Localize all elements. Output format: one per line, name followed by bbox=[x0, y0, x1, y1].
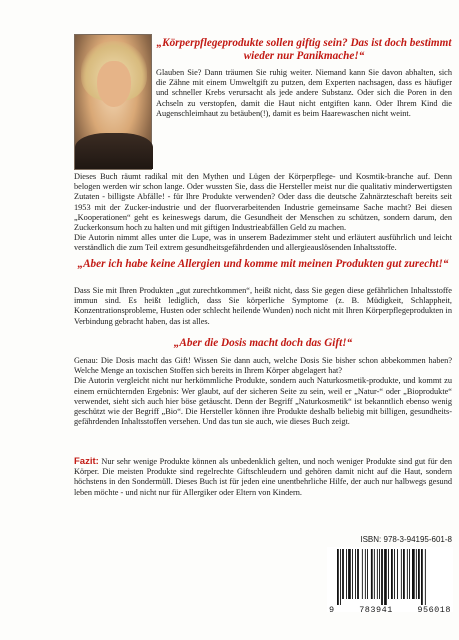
body-paragraph: Genau: Die Dosis macht das Gift! Wissen Sie dann auch, welche Dosis Sie bisher schon abbekommen haben? Welche Menge an toxischen Stoffen sich bereits in Ihrem Körper abgelagert hat? bbox=[74, 356, 452, 376]
barcode-bar bbox=[337, 549, 339, 605]
conclusion-label: Fazit: bbox=[74, 456, 99, 467]
conclusion-paragraph bbox=[74, 457, 452, 498]
barcode-bar bbox=[407, 549, 408, 599]
barcode-bar bbox=[342, 549, 344, 599]
conclusion-text: Nur sehr wenige Produkte können als unbedenklich gelten, und noch weniger Produkte sind gut für den Körper. Die meisten Produkte sind regelrechte Giftschleudern und gehören damit nicht auf die Haut, sondern höchstens in den Sondermüll. Dieses Buch ist für jeden eine unentbehrliche Hilfe, der auch nur halbwegs gesund leben möchte - und nicht nur für Allergiker oder Eltern von Kindern. bbox=[74, 457, 452, 497]
barcode-bar bbox=[421, 549, 423, 605]
barcode-bar bbox=[346, 549, 347, 599]
barcode-digits bbox=[327, 605, 453, 615]
barcode-bar bbox=[388, 549, 389, 599]
barcode-bar bbox=[391, 549, 393, 599]
barcode-bars bbox=[327, 547, 453, 605]
barcode-bar bbox=[409, 549, 410, 599]
barcode-bar bbox=[394, 549, 395, 599]
barcode-bar bbox=[401, 549, 402, 599]
barcode-bar bbox=[374, 549, 375, 599]
barcode-bar bbox=[425, 549, 426, 605]
barcode-bar bbox=[355, 549, 356, 599]
barcode-bar bbox=[365, 549, 366, 599]
barcode-bar bbox=[377, 549, 378, 599]
barcode-bar bbox=[412, 549, 415, 599]
barcode-bar bbox=[367, 549, 368, 599]
barcode-bar bbox=[416, 549, 417, 599]
barcode-bar bbox=[403, 549, 405, 599]
barcode-bar bbox=[381, 549, 383, 605]
body-section-1 bbox=[74, 172, 452, 254]
body-paragraph: Die Autorin nimmt alles unter die Lupe, was in unserem Badezimmer steht und erläutert ausführlich und leicht verständlich die zum Teil extrem gesundheitsgefährdenden und allergieauslösenden Inhaltsstoffe. bbox=[74, 233, 452, 253]
barcode bbox=[327, 547, 453, 612]
barcode-bar bbox=[418, 549, 420, 599]
barcode-bar bbox=[352, 549, 353, 599]
intro-paragraph: Glauben Sie? Dann träumen Sie ruhig weiter. Niemand kann Sie davon abhalten, sich die Zähne mit einem Umweltgift zu putzen, dem Experten nachsagen, dass es häufiger und schneller Krebs verursacht als jede andere Substanz. Oder sich die Poren in den Achseln zu verstopfen, damit die Haut nicht entgiften kann. Oder Ihrem Kind die Augenschleimhaut zu betäuben(!), damit es beim Haarewaschen nicht weint. bbox=[156, 68, 452, 118]
barcode-first-digit: 9 bbox=[329, 605, 335, 615]
body-paragraph: Dieses Buch räumt radikal mit den Mythen und Lügen der Körperpflege- und Kosmtik-branche auf. Denn belogen werden wir schon lange. Oder wussten Sie, dass die Hersteller meist nur die qualitativ minderwertigsten Zutaten - billigste Abfälle! - für Ihre Produkte verwenden? Oder dass die deutsche Zahnärzteschaft bereits seit 1953 mit der Zucker-industrie und der fluorverarbeitenden Industrie gemeinsame Sache macht? Bei diesen „Kooperationen“ geht es keineswegs darum, die Gesundheit der Menschen zu schützen, sondern darum, den Zuckerkonsum hoch zu halten und mit giftigen Industrieabfällen Geld zu machen. bbox=[74, 172, 452, 233]
headline-no-allergies: „Aber ich habe keine Allergien und komme mit meinen Produkten gut zurecht!“ bbox=[77, 258, 449, 270]
isbn-label: ISBN: 978-3-94195-601-8 bbox=[360, 535, 452, 544]
barcode-group-1: 783941 bbox=[359, 605, 393, 615]
barcode-bar bbox=[340, 549, 341, 605]
barcode-bar bbox=[371, 549, 373, 599]
barcode-bar bbox=[362, 549, 363, 599]
body-paragraph: Die Autorin vergleicht nicht nur herkömmliche Produkte, sondern auch Naturkosmetik-produkte, und kommt zu einem ernüchternden Ergebnis: Wer glaubt, auf der sicheren Seite zu sein, weil er „Natur-“ oder „Bioprodukte“ verwendet, sieht sich auch hier böse getäuscht. Denn der Begriff „Naturkosmetik“ ist bekanntlich ebenso wenig geschützt wie der Begriff „Bio“. Die Hersteller können ihre Produkte deshalb beliebig mit billigen, gesundheits-gefährdenden Inhaltsstoffen versehen. Und das tun sie auch, wie dieses Buch zeigt. bbox=[74, 376, 452, 427]
barcode-bar bbox=[348, 549, 351, 599]
headline-dose: „Aber die Dosis macht doch das Gift!“ bbox=[173, 337, 353, 349]
author-photo bbox=[74, 34, 152, 170]
body-section-2: Dass Sie mit Ihren Produkten „gut zurechtkommen“, heißt nicht, dass Sie gegen diese gefährlichen Inhaltsstoffe immun sind. Es heißt lediglich, dass Sie körperliche Symptome (z. B. Müdigkeit, Schlappheit, Konzentrationsprobleme, Husten oder schlecht heilende Wunden) noch nicht mit Ihren Körperpflegeprodukten in Verbindung gebracht haben, das ist alles. bbox=[74, 286, 452, 326]
headline-toxic-products: „Körperpflegeprodukte sollen giftig sein? Das ist doch bestimmt wieder nur Panikmache!“ bbox=[156, 37, 452, 62]
barcode-group-2: 956018 bbox=[417, 605, 451, 615]
barcode-bar bbox=[384, 549, 387, 605]
body-section-3 bbox=[74, 356, 452, 427]
barcode-bar bbox=[397, 549, 398, 599]
barcode-bar bbox=[379, 549, 380, 599]
barcode-bar bbox=[357, 549, 359, 599]
